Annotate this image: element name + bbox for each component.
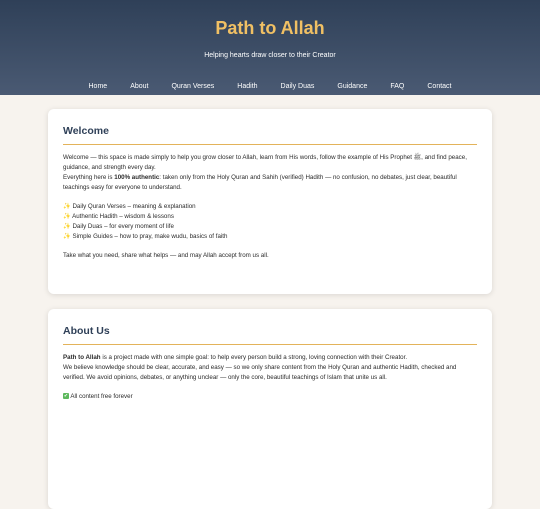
sparkles-icon: ✨	[63, 223, 71, 230]
about-project-name: Path to Allah	[63, 354, 101, 361]
check-item-label: All content free forever	[70, 393, 133, 400]
nav-guidance[interactable]: Guidance	[337, 83, 368, 90]
feature-label: Daily Duas – for every moment of life	[72, 223, 174, 230]
welcome-closing: Take what you need, share what helps — and may Allah accept from us all.	[63, 252, 269, 259]
check-mark-icon: ✔	[63, 393, 69, 400]
site-title[interactable]: Path to Allah	[215, 18, 325, 38]
about-card	[48, 309, 492, 509]
nav-faq[interactable]: FAQ	[390, 83, 405, 90]
welcome-authentic	[63, 173, 477, 193]
feature-label: Daily Quran Verses – meaning & explanation	[72, 203, 196, 210]
about-intro	[63, 353, 477, 363]
check-item	[63, 392, 477, 402]
sparkles-icon: ✨	[63, 203, 71, 210]
nav-daily-duas[interactable]: Daily Duas	[280, 83, 315, 90]
nav-hadith[interactable]: Hadith	[237, 83, 258, 90]
about-belief: We believe knowledge should be clear, accurate, and easy — so we only share content from the Holy Quran and authentic Hadith, checked and verified. We avoid opinions, debates, or anything unclear — only the core, beautiful teachings of Islam that unite us all.	[63, 364, 457, 381]
site-tagline: Helping hearts draw closer to their Creator	[204, 52, 336, 59]
welcome-body	[63, 153, 477, 261]
feature-item	[63, 232, 477, 242]
authentic-suffix: : taken only from the Holy Quran and Sahih (verified) Hadith — no confusion, no debates, just clear, beautiful teachings easy for everyone to understand.	[63, 174, 457, 191]
authentic-bold: 100% authentic	[114, 174, 160, 181]
sparkles-icon: ✨	[63, 233, 71, 240]
nav-home[interactable]: Home	[88, 83, 108, 90]
feature-item	[63, 202, 477, 212]
site-header	[0, 0, 540, 95]
nav-about[interactable]: About	[130, 83, 149, 90]
nav-contact[interactable]: Contact	[427, 83, 452, 90]
nav-quran-verses[interactable]: Quran Verses	[171, 83, 215, 90]
about-heading: About Us	[63, 325, 477, 345]
welcome-intro: Welcome — this space is made simply to help you grow closer to Allah, learn from His words, follow the example of His Prophet ﷺ, and find peace, guidance, and strength every day.	[63, 154, 467, 171]
main-nav	[0, 82, 540, 91]
welcome-card	[48, 109, 492, 294]
feature-item	[63, 212, 477, 222]
feature-label: Simple Guides – how to pray, make wudu, basics of faith	[72, 233, 228, 240]
welcome-heading: Welcome	[63, 125, 477, 145]
about-body	[63, 353, 477, 402]
feature-item	[63, 222, 477, 232]
about-intro-text: is a project made with one simple goal: to help every person build a strong, loving connection with their Creator.	[100, 354, 408, 361]
feature-label: Authentic Hadith – wisdom & lessons	[72, 213, 174, 220]
authentic-prefix: Everything here is	[63, 174, 115, 181]
sparkles-icon: ✨	[63, 213, 71, 220]
